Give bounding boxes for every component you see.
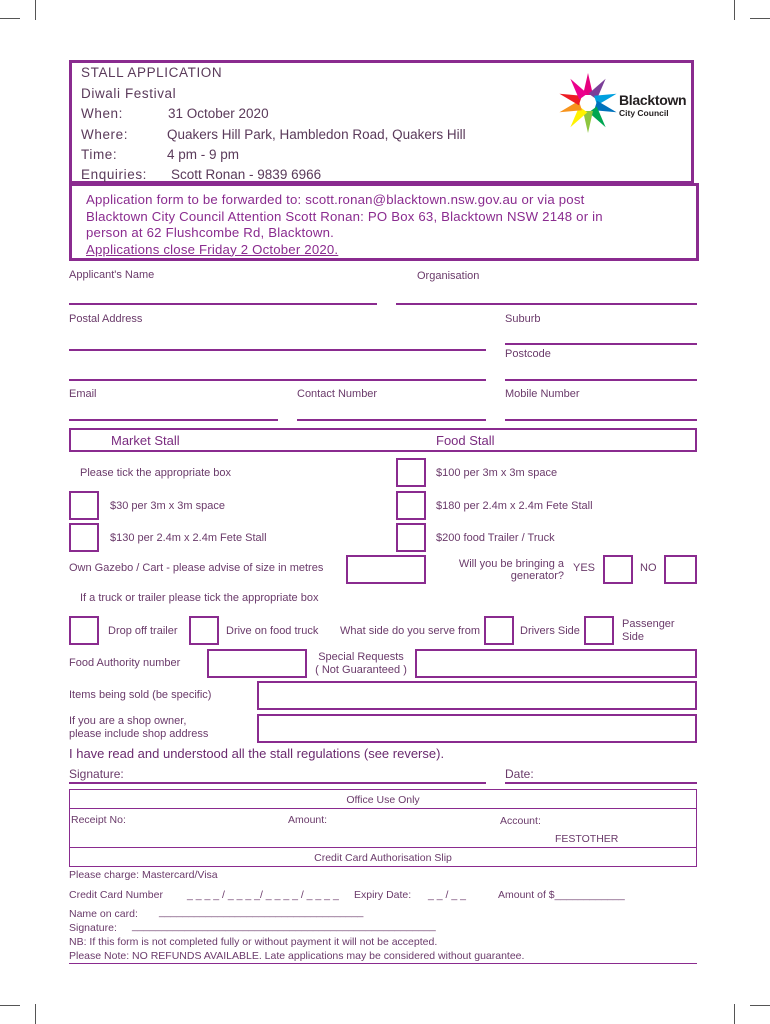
drop-off-checkbox[interactable] xyxy=(69,616,99,645)
cc-slip-title: Credit Card Authorisation Slip xyxy=(314,852,452,864)
when-value: 31 October 2020 xyxy=(168,106,269,121)
crop-mark xyxy=(734,0,735,20)
generator-question: Will you be bringing a generator? xyxy=(458,558,564,582)
food-authority-label: Food Authority number xyxy=(69,657,181,669)
closing-date: Applications close Friday 2 October 2020. xyxy=(86,241,339,257)
truck-prompt: If a truck or trailer please tick the appropriate box xyxy=(80,592,319,604)
applicant-name-field[interactable] xyxy=(69,303,377,305)
crop-mark xyxy=(35,1004,36,1024)
name-on-card-label: Name on card: xyxy=(69,908,138,920)
food-opt1-label: $100 per 3m x 3m space xyxy=(436,467,558,479)
applicant-name-label: Applicant's Name xyxy=(69,269,155,281)
where-value: Quakers Hill Park, Hambledon Road, Quakers Hill xyxy=(167,127,466,142)
enquiries-label: Enquiries: xyxy=(81,167,148,182)
passenger-side-checkbox[interactable] xyxy=(584,616,614,645)
organisation-label: Organisation xyxy=(417,270,480,282)
declaration-statement: I have read and understood all the stall regulations (see reverse). xyxy=(69,746,445,761)
amount-of-field[interactable]: Amount of $____________ xyxy=(498,889,625,901)
items-sold-label: Items being sold (be specific) xyxy=(69,689,212,701)
instructions-line: person at 62 Flushcombe Rd, Blacktown. xyxy=(86,225,335,240)
contact-number-field[interactable] xyxy=(297,419,486,421)
account-code: FESTOTHER xyxy=(555,833,619,845)
blacktown-logo xyxy=(557,72,697,136)
crop-mark xyxy=(750,1005,770,1006)
office-divider xyxy=(69,809,70,847)
serve-from-label: What side do you serve from xyxy=(340,625,481,637)
gazebo-size-input[interactable] xyxy=(346,555,426,584)
shop-address-input[interactable] xyxy=(257,714,697,743)
postal-address-label: Postal Address xyxy=(69,313,143,325)
contact-number-label: Contact Number xyxy=(297,388,378,400)
card-signature-field[interactable]: ____________________________________________________ xyxy=(132,920,436,932)
mobile-number-field[interactable] xyxy=(505,419,697,421)
cc-number-label: Credit Card Number xyxy=(69,889,163,901)
expiry-label: Expiry Date: xyxy=(354,889,412,901)
food-opt3-label: $200 food Trailer / Truck xyxy=(436,532,555,544)
crop-mark xyxy=(734,1004,735,1024)
charge-label: Please charge: Mastercard/Visa xyxy=(69,869,218,881)
amount-label: Amount: xyxy=(288,814,328,826)
form-title: STALL APPLICATION xyxy=(81,65,223,80)
market-stall-heading: Market Stall xyxy=(111,433,180,448)
signature-field[interactable] xyxy=(69,782,486,784)
date-label: Date: xyxy=(505,767,534,781)
generator-yes-checkbox[interactable] xyxy=(603,555,633,584)
logo-subname: City Council xyxy=(619,108,669,118)
instructions-line: Blacktown City Council Attention Scott Ronan: PO Box 63, Blacktown NSW 2148 or in xyxy=(86,208,603,224)
postcode-field[interactable] xyxy=(505,379,697,381)
drive-on-checkbox[interactable] xyxy=(189,616,219,645)
items-sold-input[interactable] xyxy=(257,681,697,710)
generator-no-checkbox[interactable] xyxy=(664,555,697,584)
yes-label: YES xyxy=(573,562,596,574)
food-opt3-checkbox[interactable] xyxy=(396,523,426,552)
organisation-field[interactable] xyxy=(396,303,697,305)
office-divider xyxy=(696,809,697,847)
logo-name: Blacktown xyxy=(619,92,687,108)
food-opt2-checkbox[interactable] xyxy=(396,491,426,520)
market-opt1-checkbox[interactable] xyxy=(69,491,99,520)
tick-prompt: Please tick the appropriate box xyxy=(80,467,232,479)
nb-notice: NB: If this form is not completed fully or without payment it will not be accepted. xyxy=(69,936,438,948)
drop-off-label: Drop off trailer xyxy=(108,625,178,637)
drive-on-label: Drive on food truck xyxy=(226,625,319,637)
instructions-line: Application form to be forwarded to: scott.ronan@blacktown.nsw.gov.au or via post xyxy=(86,192,585,207)
postcode-label: Postcode xyxy=(505,348,551,360)
where-label: Where: xyxy=(81,127,129,142)
crop-mark xyxy=(0,18,20,19)
no-label: NO xyxy=(640,562,657,574)
food-opt2-label: $180 per 2.4m x 2.4m Fete Stall xyxy=(436,500,593,512)
account-label: Account: xyxy=(500,815,541,827)
special-requests-label: Special Requests ( Not Guaranteed ) xyxy=(315,651,407,676)
signature-label: Signature: xyxy=(69,767,124,781)
receipt-label: Receipt No: xyxy=(71,814,126,826)
when-label: When: xyxy=(81,106,124,121)
expiry-field[interactable]: _ _ / _ _ xyxy=(428,889,466,901)
food-stall-heading: Food Stall xyxy=(436,433,495,448)
gazebo-label: Own Gazebo / Cart - please advise of size in metres xyxy=(69,562,324,574)
time-value: 4 pm - 9 pm xyxy=(167,147,240,162)
food-authority-input[interactable] xyxy=(207,649,307,678)
market-opt1-label: $30 per 3m x 3m space xyxy=(110,500,225,512)
market-opt2-label: $130 per 2.4m x 2.4m Fete Stall xyxy=(110,532,267,544)
time-label: Time: xyxy=(81,147,118,162)
enquiries-value: Scott Ronan - 9839 6966 xyxy=(171,167,322,182)
special-requests-input[interactable] xyxy=(415,649,697,678)
passenger-side-label: Passenger Side xyxy=(622,618,675,643)
crop-mark xyxy=(0,1005,20,1006)
footer-rule xyxy=(69,963,697,964)
shop-address-label: If you are a shop owner, please include shop address xyxy=(69,715,209,740)
cc-number-field[interactable]: _ _ _ _ / _ _ _ _/ _ _ _ _ / _ _ _ _ xyxy=(187,889,339,901)
name-on-card-field[interactable]: ___________________________________ xyxy=(159,906,364,918)
drivers-side-checkbox[interactable] xyxy=(484,616,514,645)
mobile-number-label: Mobile Number xyxy=(505,388,580,400)
office-use-title: Office Use Only xyxy=(346,794,420,806)
refund-notice: Please Note: NO REFUNDS AVAILABLE. Late applications may be considered without guarantee. xyxy=(69,950,525,962)
drivers-side-label: Drivers Side xyxy=(520,625,580,637)
star-logo-icon xyxy=(557,72,619,134)
suburb-label: Suburb xyxy=(505,313,541,325)
food-opt1-checkbox[interactable] xyxy=(396,458,426,487)
instructions-text xyxy=(86,192,676,258)
suburb-field[interactable] xyxy=(505,343,697,345)
crop-mark xyxy=(750,18,770,19)
event-name: Diwali Festival xyxy=(81,86,177,101)
crop-mark xyxy=(35,0,36,20)
email-label: Email xyxy=(69,388,97,400)
market-opt2-checkbox[interactable] xyxy=(69,523,99,552)
card-signature-label: Signature: xyxy=(69,922,117,934)
postal-address-field[interactable] xyxy=(69,349,486,351)
date-field[interactable] xyxy=(505,782,697,784)
postal-address-field-2[interactable] xyxy=(69,379,486,381)
email-field[interactable] xyxy=(69,419,278,421)
